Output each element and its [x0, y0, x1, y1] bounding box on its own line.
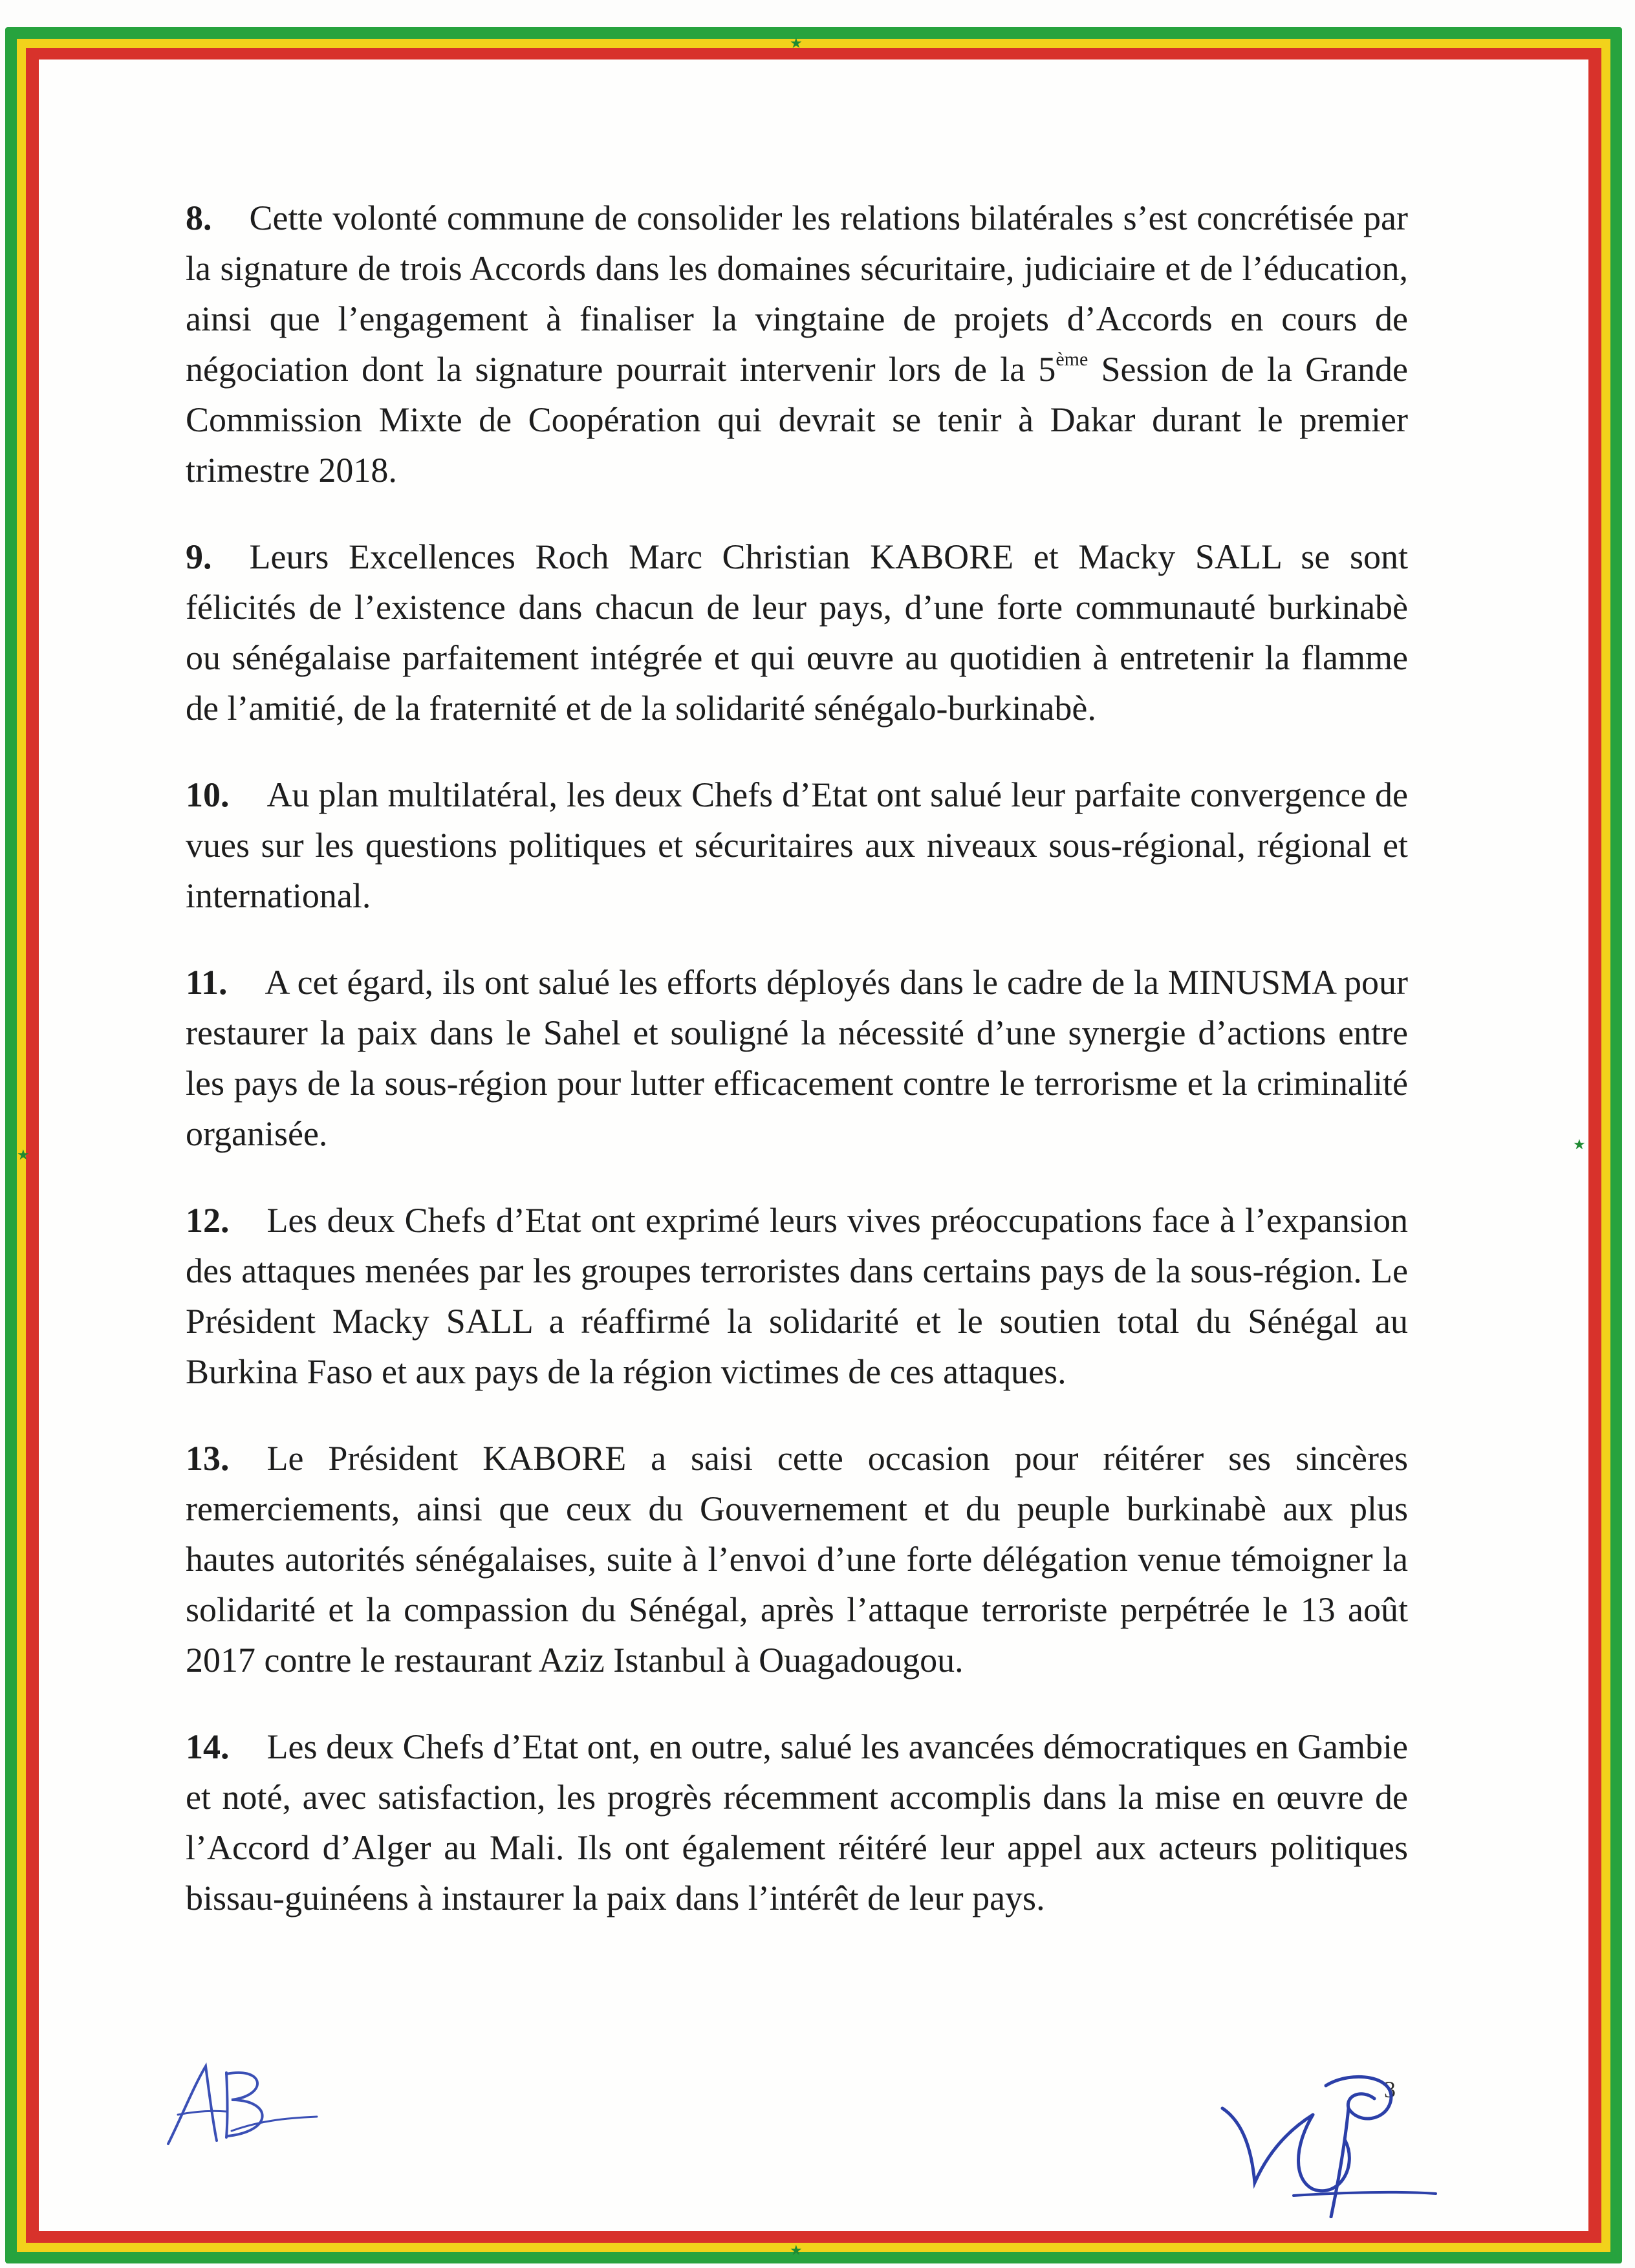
- paragraph-text: Le Président KABORE a saisi cette occasion pour réitérer ses sincères remerciements, ainsi que ceux du Gouvernement et du peuple burkinabè aux plus hautes autorités sénégalaises, suite à l’envoi d’une forte délégation venue témoigner la solidarité et la compassion du Sénégal, après l’attaque terroriste perpétrée le 13 août 2017 contre le restaurant Aziz Istanbul à Ouagadougou.: [186, 1439, 1408, 1679]
- star-icon: ★: [790, 36, 803, 52]
- star-icon: ★: [17, 1147, 30, 1163]
- paragraph-text: A cet égard, ils ont salué les efforts déployés dans le cadre de la MINUSMA pour restaurer la paix dans le Sahel et souligné la nécessité d’une synergie d’actions entre les pays de la sous-région pour lutter efficacement contre le terrorisme et la criminalité organisée.: [186, 963, 1408, 1153]
- superscript: ème: [1056, 349, 1088, 370]
- paragraph-text: Les deux Chefs d’Etat ont, en outre, salué les avancées démocratiques en Gambie et noté, avec satisfaction, les progrès récemment accomplis dans la mise en œuvre de l’Accord d’Alger au Mali. Ils ont également réitéré leur appel aux acteurs politiques bissau-guinéens à instaurer la paix dans l’intérêt de leur pays.: [186, 1727, 1408, 1917]
- page-number: 3: [1384, 2077, 1396, 2102]
- paragraph-number: 9.: [186, 537, 212, 576]
- star-icon: ★: [1573, 1137, 1586, 1153]
- paragraph-8: [186, 193, 1408, 495]
- paragraph-number: 12.: [186, 1201, 230, 1240]
- star-icon: ★: [790, 2243, 803, 2259]
- paragraph-13: [186, 1433, 1408, 1685]
- signature-right: [1216, 2069, 1449, 2218]
- paragraph-10: [186, 770, 1408, 921]
- paragraph-text-cont: Session de la Grande Commission Mixte de Coopération qui devrait se tenir à Dakar durant le premier trimestre 2018.: [186, 350, 1408, 490]
- communique-text: [186, 193, 1408, 1960]
- paragraph-text: Cette volonté commune de consolider les relations bilatérales s’est concrétisée par la signature de trois Accords dans les domaines sécuritaire, judiciaire et de l’éducation, ainsi que l’engagement à finaliser la vingtaine de projets d’Accords en cours de négociation dont la signature pourrait intervenir lors de la 5: [186, 199, 1408, 389]
- paragraph-number: 14.: [186, 1727, 230, 1766]
- paragraph-12: [186, 1195, 1408, 1397]
- paragraph-text: Au plan multilatéral, les deux Chefs d’Etat ont salué leur parfaite convergence de vues sur les questions politiques et sécuritaires aux niveaux sous-régional, régional et international.: [186, 775, 1408, 915]
- signature-left-initials: [155, 2060, 323, 2157]
- paragraph-number: 13.: [186, 1439, 230, 1478]
- paragraph-text: Leurs Excellences Roch Marc Christian KABORE et Macky SALL se sont félicités de l’existence dans chacun de leur pays, d’une forte communauté burkinabè ou sénégalaise parfaitement intégrée et qui œuvre au quotidien à entretenir la flamme de l’amitié, de la fraternité et de la solidarité sénégalo-burkinabè.: [186, 537, 1408, 728]
- paragraph-14: [186, 1722, 1408, 1923]
- paragraph-9: [186, 532, 1408, 733]
- paragraph-number: 11.: [186, 963, 228, 1002]
- paragraph-text: Les deux Chefs d’Etat ont exprimé leurs vives préoccupations face à l’expansion des attaques menées par les groupes terroristes dans certains pays de la sous-région. Le Président Macky SALL a réaffirmé la solidarité et le soutien total du Sénégal au Burkina Faso et aux pays de la région victimes de ces attaques.: [186, 1201, 1408, 1391]
- paragraph-number: 8.: [186, 199, 212, 237]
- paragraph-number: 10.: [186, 775, 230, 814]
- paragraph-11: [186, 957, 1408, 1159]
